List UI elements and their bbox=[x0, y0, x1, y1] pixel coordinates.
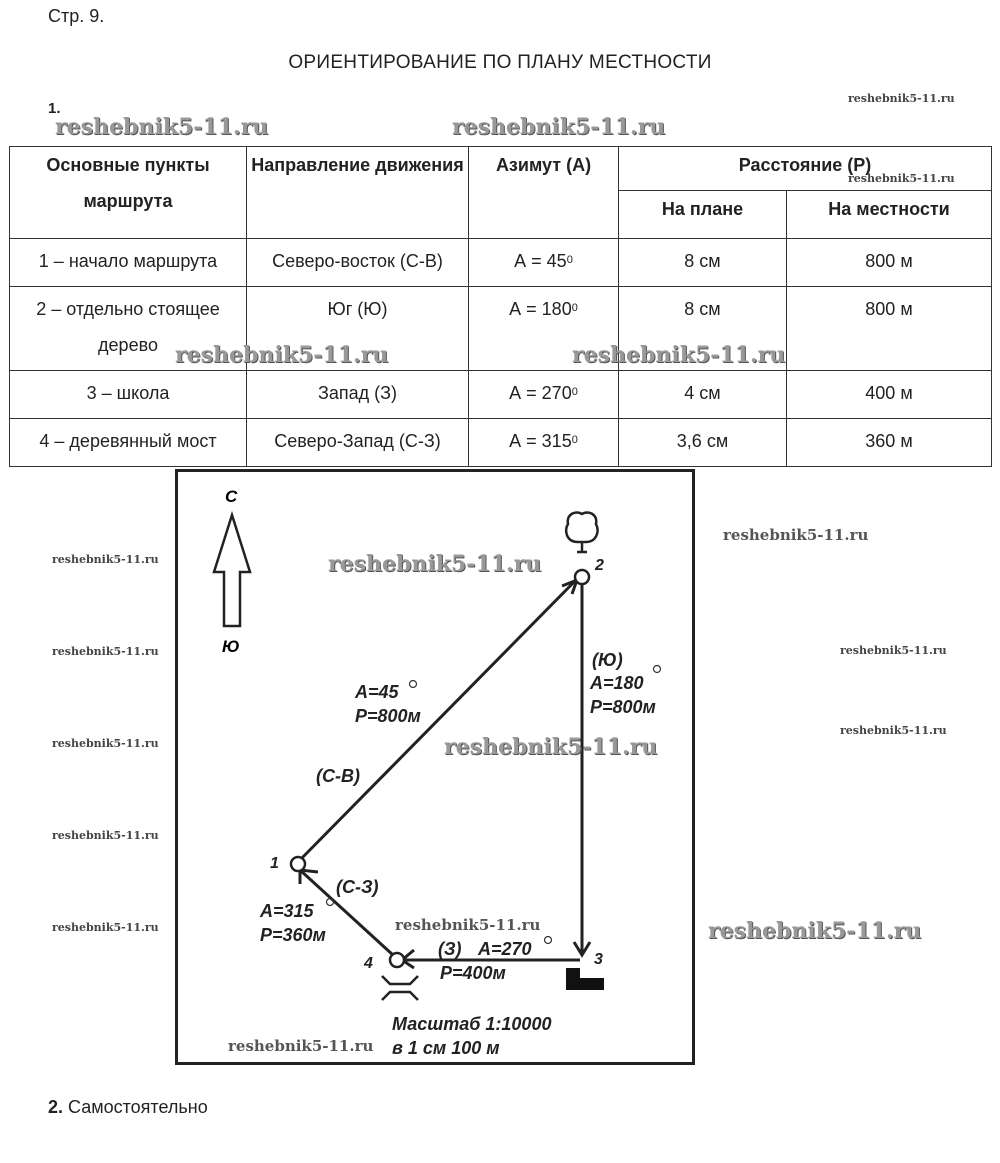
watermark: reshebnik5-11.ru bbox=[175, 342, 389, 368]
leg-2-3-direction: (Ю) bbox=[592, 650, 623, 670]
header-on-plan: На плане bbox=[619, 191, 787, 239]
watermark: reshebnik5-11.ru bbox=[328, 551, 542, 577]
watermark: reshebnik5-11.ru bbox=[52, 645, 159, 658]
north-label: С bbox=[225, 487, 238, 506]
school-icon bbox=[566, 968, 604, 990]
point-4-label: 4 bbox=[364, 955, 373, 972]
cell-ground: 800 м bbox=[787, 239, 992, 287]
watermark: reshebnik5-11.ru bbox=[444, 734, 658, 760]
point-3-label: 3 bbox=[594, 951, 603, 968]
leg-1-2-distance: Р=800м bbox=[355, 706, 421, 726]
watermark: reshebnik5-11.ru bbox=[52, 737, 159, 750]
point-1-label: 1 bbox=[270, 855, 279, 872]
task-2-text: Самостоятельно bbox=[68, 1097, 208, 1117]
page-number: Стр. 9. bbox=[48, 6, 105, 26]
leg-4-1-distance: Р=360м bbox=[260, 925, 326, 945]
header-azimuth: Азимут (А) bbox=[469, 147, 619, 239]
map-scale-note: в 1 см 100 м bbox=[392, 1038, 500, 1058]
cell-plan: 3,6 см bbox=[619, 419, 787, 467]
watermark: reshebnik5-11.ru bbox=[848, 92, 955, 105]
bridge-icon bbox=[382, 976, 418, 1000]
header-direction: Направление движения bbox=[247, 147, 469, 239]
cell-azimuth: $А = 45^0$ bbox=[469, 239, 619, 287]
cell-point: 2 – отдельно стоящее дерево bbox=[10, 287, 247, 371]
cell-ground: 360 м bbox=[787, 419, 992, 467]
point-2-marker bbox=[575, 570, 589, 584]
page-title: ОРИЕНТИРОВАНИЕ ПО ПЛАНУ МЕСТНОСТИ bbox=[288, 52, 712, 73]
watermark: reshebnik5-11.ru bbox=[52, 829, 159, 842]
degree-icon bbox=[654, 666, 661, 673]
leg-3-4-azimuth: А=270 bbox=[478, 939, 532, 959]
degree-icon bbox=[327, 899, 334, 906]
header-distance: Расстояние (Р) bbox=[619, 147, 992, 191]
leg-4-1-direction: (С-З) bbox=[336, 877, 379, 897]
cell-point: 3 – школа bbox=[10, 371, 247, 419]
watermark: reshebnik5-11.ru bbox=[395, 916, 541, 934]
point-4-marker bbox=[390, 953, 404, 967]
watermark: reshebnik5-11.ru bbox=[452, 114, 666, 140]
header-on-ground: На местности bbox=[787, 191, 992, 239]
point-1-marker bbox=[291, 857, 305, 871]
watermark: reshebnik5-11.ru bbox=[52, 553, 159, 566]
watermark: reshebnik5-11.ru bbox=[228, 1037, 374, 1055]
north-arrow-icon bbox=[214, 515, 250, 626]
cell-point: 1 – начало маршрута bbox=[10, 239, 247, 287]
cell-direction: Северо-восток (С-В) bbox=[247, 239, 469, 287]
leg-1-2 bbox=[298, 580, 576, 862]
leg-4-1-azimuth: А=315 bbox=[260, 901, 314, 921]
task-1-number: 1. bbox=[48, 100, 61, 117]
cell-ground: 400 м bbox=[787, 371, 992, 419]
map-scale: Масштаб 1:10000 bbox=[392, 1014, 552, 1034]
point-2-label: 2 bbox=[595, 557, 604, 574]
cell-point: 4 – деревянный мост bbox=[10, 419, 247, 467]
cell-direction: Северо-Запад (С-З) bbox=[247, 419, 469, 467]
header-points: Основные пункты маршрута bbox=[10, 147, 247, 239]
leg-2-3-distance: Р=800м bbox=[590, 697, 656, 717]
degree-icon bbox=[545, 937, 552, 944]
leg-3-4-direction: (З) bbox=[438, 939, 462, 959]
watermark: reshebnik5-11.ru bbox=[723, 526, 869, 544]
cell-plan: 8 см bbox=[619, 287, 787, 371]
task-2 bbox=[48, 1097, 208, 1118]
leg-1-2-azimuth: А=45 bbox=[355, 682, 399, 702]
tree-icon bbox=[566, 512, 597, 552]
cell-azimuth: $А = 315^0$ bbox=[469, 419, 619, 467]
watermark: reshebnik5-11.ru bbox=[55, 114, 269, 140]
leg-3-4-distance: Р=400м bbox=[440, 963, 506, 983]
cell-direction: Запад (З) bbox=[247, 371, 469, 419]
watermark: reshebnik5-11.ru bbox=[848, 172, 955, 185]
cell-ground: 800 м bbox=[787, 287, 992, 371]
watermark: reshebnik5-11.ru bbox=[840, 644, 947, 657]
cell-azimuth: $А = 180^0$ bbox=[469, 287, 619, 371]
cell-direction: Юг (Ю) bbox=[247, 287, 469, 371]
degree-icon bbox=[410, 681, 417, 688]
watermark: reshebnik5-11.ru bbox=[52, 921, 159, 934]
watermark: reshebnik5-11.ru bbox=[572, 342, 786, 368]
task-2-number: 2. bbox=[48, 1097, 64, 1117]
watermark: reshebnik5-11.ru bbox=[708, 918, 922, 944]
cell-plan: 4 см bbox=[619, 371, 787, 419]
watermark: reshebnik5-11.ru bbox=[840, 724, 947, 737]
cell-azimuth: $А = 270^0$ bbox=[469, 371, 619, 419]
south-label: Ю bbox=[222, 637, 240, 656]
leg-2-3-azimuth: А=180 bbox=[590, 673, 644, 693]
leg-1-2-direction: (С-В) bbox=[316, 766, 360, 786]
cell-plan: 8 см bbox=[619, 239, 787, 287]
